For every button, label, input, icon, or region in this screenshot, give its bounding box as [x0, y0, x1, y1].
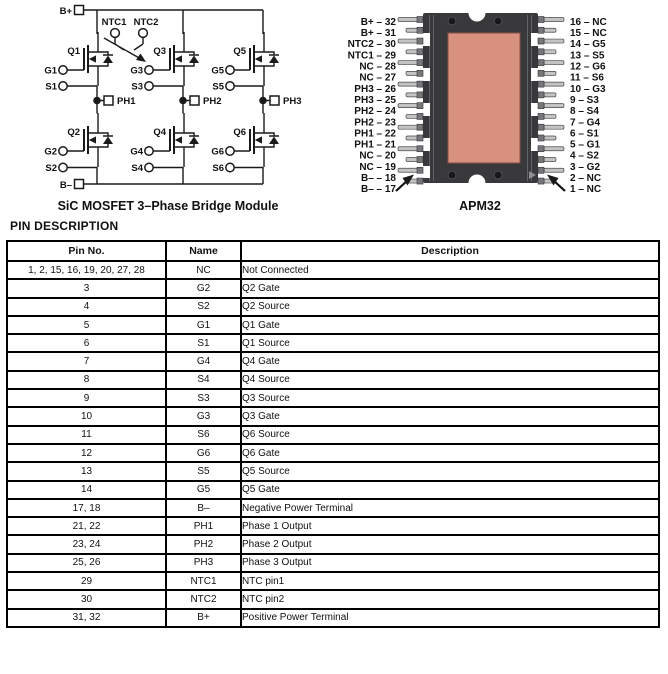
description-cell: Positive Power Terminal [241, 609, 659, 627]
table-row [7, 426, 659, 444]
package-pin [398, 38, 423, 44]
q4-label: Q4 [153, 127, 166, 138]
s3-terminal [145, 82, 153, 90]
package-pin [538, 81, 564, 87]
package-pin-label: 12 – G6 [570, 61, 606, 73]
table-row [7, 499, 659, 517]
package-pin [538, 60, 564, 66]
ntc-thermistor [104, 29, 147, 62]
s5-label: S5 [212, 81, 224, 93]
name-cell: NTC1 [166, 572, 241, 590]
table-row [7, 517, 659, 535]
g5-terminal [226, 66, 234, 74]
pin-description-table [6, 240, 660, 628]
table-row [7, 481, 659, 499]
description-cell: Q5 Source [241, 462, 659, 480]
name-cell: PH3 [166, 554, 241, 572]
pin-no-cell: 4 [7, 298, 166, 316]
ntc2-terminal [139, 29, 148, 38]
package-pin-label: PH2 – 24 [354, 106, 396, 118]
name-cell: G2 [166, 279, 241, 297]
table-row [7, 316, 659, 334]
name-cell: B– [166, 499, 241, 517]
description-cell: Q4 Source [241, 371, 659, 389]
pin-no-cell: 3 [7, 279, 166, 297]
package-pin [538, 92, 556, 98]
package-pin-label: 4 – S2 [570, 150, 599, 162]
description-cell: Q6 Source [241, 426, 659, 444]
description-cell: Q3 Gate [241, 407, 659, 425]
b-plus-terminal [75, 6, 84, 15]
package-caption: APM32 [459, 199, 501, 213]
table-row [7, 554, 659, 572]
description-cell: Phase 1 Output [241, 517, 659, 535]
pin-no-cell: 14 [7, 481, 166, 499]
g4-terminal [145, 147, 153, 155]
package-pin-label: PH3 – 26 [354, 83, 396, 95]
pin-no-cell: 6 [7, 334, 166, 352]
pin-no-cell: 30 [7, 590, 166, 608]
package-pin [538, 103, 564, 109]
name-cell: G6 [166, 444, 241, 462]
pin-no-cell: 23, 24 [7, 535, 166, 553]
table-row [7, 261, 659, 279]
table-row [7, 535, 659, 553]
pin-no-cell: 31, 32 [7, 609, 166, 627]
package-pin [538, 70, 556, 76]
package-pin [406, 49, 423, 55]
package-pin-label: 2 – NC [570, 173, 602, 184]
s3-label: S3 [131, 81, 143, 93]
pin-no-cell: 10 [7, 407, 166, 425]
ph2-terminal [190, 96, 199, 105]
s6-terminal [226, 163, 234, 171]
package-pin-label: B– – 17 [360, 184, 396, 196]
pin-table-body [7, 261, 659, 627]
package-pin [398, 124, 423, 130]
s4-label: S4 [131, 163, 143, 174]
s6-label: S6 [212, 163, 224, 174]
name-cell: S2 [166, 298, 241, 316]
column-header-pin-no: Pin No. [7, 241, 166, 261]
description-cell: NTC pin1 [241, 572, 659, 590]
package-pin [398, 81, 423, 87]
column-header-name: Name [166, 241, 241, 261]
ph3-terminal [270, 96, 279, 105]
package-pin-label: 3 – G2 [570, 161, 601, 173]
package-diagram [334, 0, 668, 218]
table-header-row [7, 241, 659, 261]
pin-no-cell: 5 [7, 316, 166, 334]
mosfet-q4 [170, 113, 199, 167]
ph1-label: PH1 [117, 96, 136, 107]
description-cell: Q4 Gate [241, 352, 659, 370]
package-pin [398, 146, 423, 152]
package-pin-label: B– – 18 [360, 173, 396, 184]
name-cell: S3 [166, 389, 241, 407]
package-pin [398, 167, 423, 173]
package-pin-label: NC – 28 [359, 61, 396, 73]
ph3-node-dot [259, 97, 267, 105]
pin-no-cell: 7 [7, 352, 166, 370]
g4-label: G4 [130, 146, 143, 158]
package-pin-label: NC – 19 [359, 161, 396, 173]
g3-terminal [145, 66, 153, 74]
name-cell: S1 [166, 334, 241, 352]
description-cell: Not Connected [241, 261, 659, 279]
package-pin [398, 103, 423, 109]
g2-terminal [59, 147, 67, 155]
pin-no-cell: 1, 2, 15, 16, 19, 20, 27, 28 [7, 261, 166, 279]
pin-no-cell: 21, 22 [7, 517, 166, 535]
ntc1-terminal [111, 29, 120, 38]
table-row [7, 462, 659, 480]
package-pin [538, 27, 556, 33]
name-cell: NC [166, 261, 241, 279]
name-cell: NTC2 [166, 590, 241, 608]
pin-description-title: PIN DESCRIPTION [10, 219, 119, 233]
q2-label: Q2 [67, 127, 80, 138]
name-cell: G1 [166, 316, 241, 334]
g6-label: G6 [211, 146, 224, 158]
package-pin-label: 16 – NC [570, 16, 607, 28]
b-minus-terminal [75, 180, 84, 189]
name-cell: S6 [166, 426, 241, 444]
ntc2-label: NTC2 [133, 17, 159, 28]
pin-no-cell: 25, 26 [7, 554, 166, 572]
s1-label: S1 [45, 81, 57, 93]
table-row [7, 444, 659, 462]
package-pin-label: 13 – S5 [570, 50, 605, 62]
table-row [7, 371, 659, 389]
package-pin [538, 146, 564, 152]
pin-no-cell: 17, 18 [7, 499, 166, 517]
q3-label: Q3 [153, 46, 166, 57]
table-row [7, 389, 659, 407]
package-pin-label: NTC1 – 29 [347, 50, 396, 62]
description-cell: Q1 Source [241, 334, 659, 352]
table-row [7, 609, 659, 627]
description-cell: Q2 Gate [241, 279, 659, 297]
schematic-caption: SiC MOSFET 3–Phase Bridge Module [57, 199, 279, 213]
package-pin-label: 10 – G3 [570, 83, 606, 95]
package-pin [538, 124, 564, 130]
package-pin-label: NC – 27 [359, 72, 396, 84]
package-pin-label: PH2 – 23 [354, 117, 396, 129]
package-pin [406, 70, 423, 76]
ntc1-label: NTC1 [101, 17, 127, 28]
pin-no-cell: 9 [7, 389, 166, 407]
package-pin [538, 157, 556, 163]
package-pin-label: B+ – 31 [360, 28, 396, 40]
table-row [7, 298, 659, 316]
bridge-schematic [0, 0, 334, 218]
ph1-node-dot [93, 97, 101, 105]
ph3-label: PH3 [283, 96, 302, 107]
package-pin [538, 49, 556, 55]
name-cell: B+ [166, 609, 241, 627]
description-cell: Phase 2 Output [241, 535, 659, 553]
package-pin-label: 14 – G5 [570, 39, 606, 51]
s5-terminal [226, 82, 234, 90]
q5-label: Q5 [233, 46, 246, 57]
package-pin [398, 60, 423, 66]
q6-label: Q6 [233, 127, 246, 138]
description-cell: NTC pin2 [241, 590, 659, 608]
package-pin-label: 5 – G1 [570, 139, 601, 151]
g1-terminal [59, 66, 67, 74]
table-row [7, 279, 659, 297]
package-pin-label: 6 – S1 [570, 128, 599, 140]
package-pin-label: NC – 20 [359, 150, 396, 162]
package-pin [406, 27, 423, 33]
description-cell: Q3 Source [241, 389, 659, 407]
b-plus-label: B+ [59, 6, 72, 17]
mosfet-q6 [250, 113, 279, 167]
package-pin [406, 157, 423, 163]
description-cell: Q5 Gate [241, 481, 659, 499]
package-pin-label: PH1 – 22 [354, 128, 396, 140]
name-cell: PH2 [166, 535, 241, 553]
package-pin-label: 15 – NC [570, 28, 607, 40]
s2-terminal [59, 163, 67, 171]
package-pin-label: PH3 – 25 [354, 94, 396, 106]
description-cell: Q2 Source [241, 298, 659, 316]
name-cell: PH1 [166, 517, 241, 535]
ph2-label: PH2 [203, 96, 222, 107]
table-row [7, 590, 659, 608]
mosfet-q3 [170, 32, 199, 86]
package-pin [406, 92, 423, 98]
pin-no-cell: 11 [7, 426, 166, 444]
package-pin [398, 17, 423, 23]
description-cell: Q6 Gate [241, 444, 659, 462]
name-cell: G5 [166, 481, 241, 499]
description-cell: Q1 Gate [241, 316, 659, 334]
description-cell: Negative Power Terminal [241, 499, 659, 517]
column-header-description: Description [241, 241, 659, 261]
package-pin-label: NTC2 – 30 [347, 39, 396, 51]
s2-label: S2 [45, 163, 57, 174]
thermal-pad [448, 33, 520, 163]
mosfet-q2 [84, 113, 113, 167]
q1-label: Q1 [67, 46, 80, 57]
g1-label: G1 [44, 65, 57, 77]
table-row [7, 572, 659, 590]
name-cell: S5 [166, 462, 241, 480]
s1-terminal [59, 82, 67, 90]
package-pin [406, 113, 423, 119]
package-pin [406, 135, 423, 141]
g6-terminal [226, 147, 234, 155]
table-row [7, 352, 659, 370]
table-row [7, 334, 659, 352]
package-pin-label: 11 – S6 [570, 72, 604, 84]
package-pin-label: 9 – S3 [570, 94, 599, 106]
name-cell: S4 [166, 371, 241, 389]
pin-no-cell: 29 [7, 572, 166, 590]
pin-no-cell: 8 [7, 371, 166, 389]
package-pin [538, 113, 556, 119]
pin-no-cell: 12 [7, 444, 166, 462]
mosfet-q5 [250, 32, 279, 86]
package-pin [538, 17, 564, 23]
g3-label: G3 [130, 65, 143, 77]
package-pin-label: 8 – S4 [570, 106, 599, 118]
package-pin [538, 135, 556, 141]
name-cell: G3 [166, 407, 241, 425]
g2-label: G2 [44, 146, 57, 158]
table-row [7, 407, 659, 425]
package-pin-label: 1 – NC [570, 184, 602, 196]
s4-terminal [145, 163, 153, 171]
ph1-terminal [104, 96, 113, 105]
ph2-node-dot [179, 97, 187, 105]
package-pin [538, 38, 564, 44]
name-cell: G4 [166, 352, 241, 370]
package-pin-label: 7 – G4 [570, 117, 601, 129]
package-pin-label: PH1 – 21 [354, 139, 396, 151]
description-cell: Phase 3 Output [241, 554, 659, 572]
b-minus-label: B– [59, 180, 72, 191]
package-pin-label: B+ – 32 [360, 16, 396, 28]
package-pin [538, 167, 564, 173]
g5-label: G5 [211, 65, 224, 77]
pin-no-cell: 13 [7, 462, 166, 480]
